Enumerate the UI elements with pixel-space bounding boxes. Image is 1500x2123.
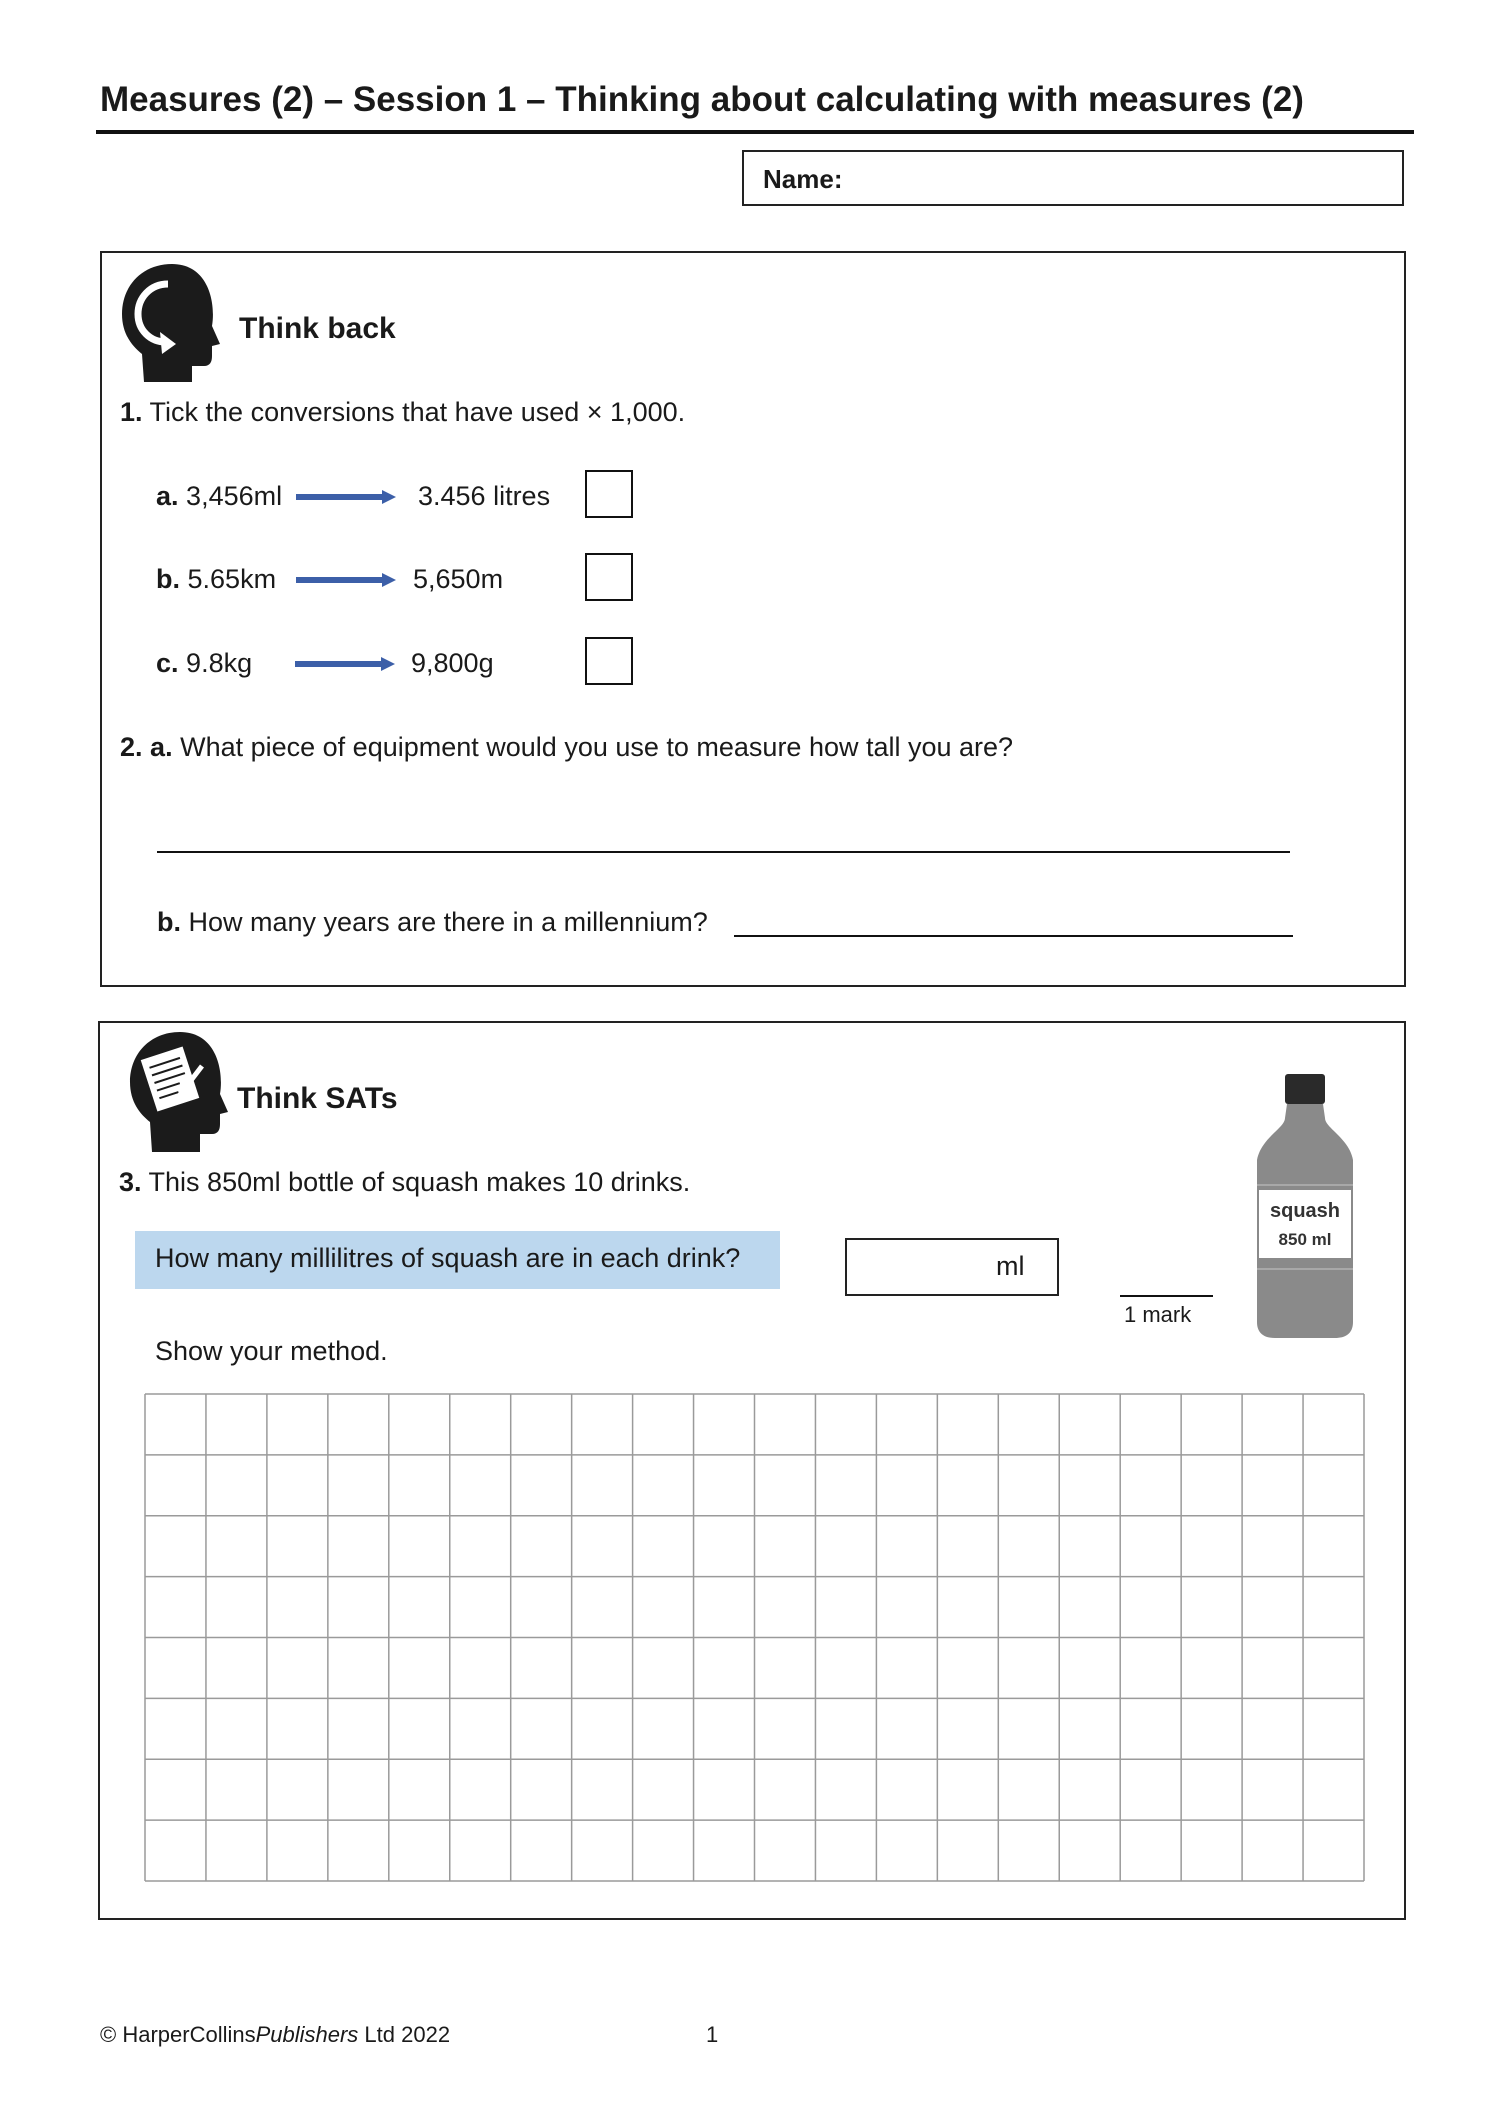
page-number: 1: [706, 2022, 719, 2047]
mark-line: [1120, 1295, 1213, 1297]
tick-box-c[interactable]: [585, 637, 633, 685]
unit-label: ml: [996, 1251, 1025, 1281]
show-method-text: Show your method.: [155, 1336, 388, 1366]
think-back-heading: Think back: [239, 312, 396, 345]
bottle-label: squash: [1269, 1200, 1341, 1222]
think-back-panel: [100, 251, 1406, 987]
answer-line-2a[interactable]: [157, 851, 1290, 853]
conversion-c-from: c. 9.8kg: [156, 648, 253, 678]
squash-bottle-image: [1245, 1072, 1365, 1342]
bottle-volume: 850 ml: [1278, 1230, 1332, 1249]
arrow-right-icon: [296, 490, 396, 504]
question-2a-text: 2. a. What piece of equipment would you use to measure how tall you are?: [120, 732, 1014, 762]
page-title: Measures (2) – Session 1 – Thinking about calculating with measures (2): [100, 80, 1304, 119]
tick-box-b[interactable]: [585, 553, 633, 601]
answer-line-2b[interactable]: [734, 935, 1293, 937]
head-with-arrow-icon: [120, 262, 226, 384]
copyright-footer: © HarperCollinsPublishers Ltd 2022: [100, 2022, 451, 2047]
arrow-right-icon: [296, 573, 396, 587]
head-with-paper-icon: [128, 1030, 234, 1154]
conversion-b-from: b. 5.65km: [156, 564, 277, 594]
name-label: Name:: [763, 164, 843, 194]
tick-box-a[interactable]: [585, 470, 633, 518]
question-1-text: [120, 397, 685, 428]
title-underline: [96, 130, 1414, 134]
mark-label: 1 mark: [1124, 1302, 1192, 1327]
think-sats-heading: Think SATs: [237, 1082, 398, 1115]
question-1-prompt: Tick the conversions that have used × 1,000.: [149, 397, 686, 427]
question-3-prompt: How many millilitres of squash are in each drink?: [155, 1243, 741, 1273]
conversion-a-to: 3.456 litres: [418, 481, 551, 511]
name-field[interactable]: [742, 150, 1404, 206]
working-grid[interactable]: [144, 1393, 1365, 1882]
arrow-right-icon: [295, 657, 395, 671]
conversion-c-to: 9,800g: [411, 648, 494, 678]
conversion-a-from: a. 3,456ml: [156, 481, 283, 511]
question-3-text: 3. This 850ml bottle of squash makes 10 drinks.: [119, 1167, 691, 1197]
conversion-b-to: 5,650m: [413, 564, 504, 594]
question-2b-text: b. How many years are there in a millennium?: [157, 907, 708, 937]
answer-box-ml[interactable]: [845, 1238, 1059, 1296]
question-1-number: 1.: [120, 397, 143, 427]
